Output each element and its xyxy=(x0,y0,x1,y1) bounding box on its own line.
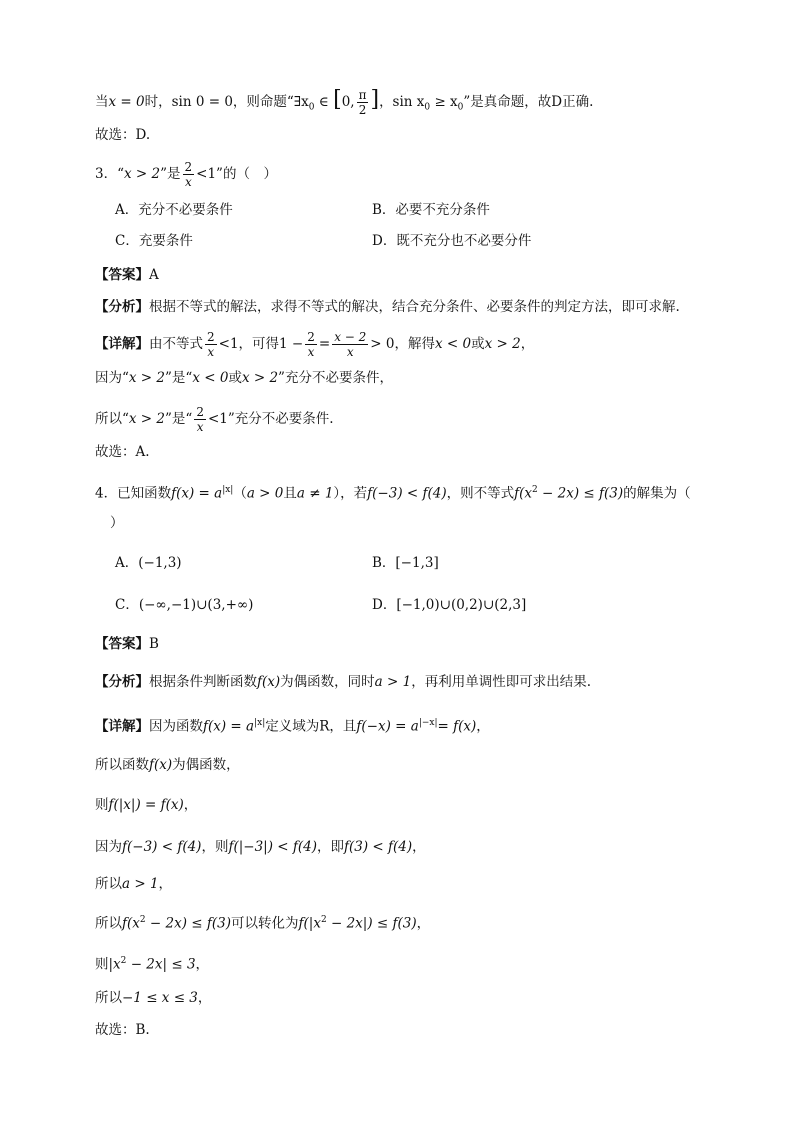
q4-detail-line-4: 因为f(−3) < f(4)，则f(|−3|) < f(4)，即f(3) < f(4)， xyxy=(95,839,426,855)
text: 当 xyxy=(95,94,109,110)
intro-line-1: 当x = 0时，sin 0 = 0，则命题“$\exists x_0$ ∈ [0, $\frac{\pi}{2}$ ]，$\sin x_0 \ge x_0$”是真命题，故D正确. xyxy=(95,87,594,117)
analysis-text: 根据不等式的解法，求得不等式的解决，结合充分条件、必要条件的判定方法，即可求解. xyxy=(149,299,680,315)
q4-detail-line-2: 所以函数f(x)为偶函数， xyxy=(95,757,240,773)
q4-option-c: C．(−∞,−1)∪(3,+∞) xyxy=(115,597,254,613)
q3-option-c: C．充要条件 xyxy=(115,233,193,249)
q3-option-d: D．既不充分也不必要分件 xyxy=(372,233,532,249)
q4-detail-line-1: 【详解】因为函数$f(x) = a^{|x|}$定义域为R，且$f(-x) = a^{|-x|}= f(x)$， xyxy=(95,718,490,735)
q4-option-d: D．[−1,0)∪(0,2)∪(2,3] xyxy=(372,597,527,613)
q3-answer xyxy=(95,265,159,285)
q4-option-a: A．(−1,3) xyxy=(115,555,182,571)
q3-analysis xyxy=(95,297,680,317)
answer-value: B xyxy=(149,636,159,652)
q3-detail-line-3: 所以“x > 2”是“ $\frac{2}{x}$ <1”充分不必要条件. xyxy=(95,405,334,434)
math: sin 0 = 0 xyxy=(171,94,233,110)
q4-detail-line-3: 则f(|x|) = f(x)， xyxy=(95,797,198,813)
q3-detail-line-1: 【详解】由不等式 $\frac{2}{x}$ <1，可得1 − $\frac{2}{x}$ = $\frac{x - 2}{x}$ > 0，解得x < 0或x > 2， xyxy=(95,330,535,359)
q3-option-a: A．充分不必要条件 xyxy=(115,202,233,218)
text: ，则命题“∃x xyxy=(232,94,309,110)
math: 0, xyxy=(341,94,355,110)
fraction-2-over-x: $\frac{2}{x}$ xyxy=(184,160,193,189)
answer-tag: 【答案】 xyxy=(95,267,149,283)
q4-answer xyxy=(95,634,159,654)
answer-value: A xyxy=(149,267,159,283)
q3-stem: 3．“x > 2”是 $\frac{2}{x}$ <1”的（ ） xyxy=(95,160,277,189)
intro-line-2: 故选：D. xyxy=(95,127,151,143)
text: 时， xyxy=(144,94,172,110)
q3-conclusion: 故选：A. xyxy=(95,444,150,460)
q4-detail-line-8: 所以−1 ≤ x ≤ 3， xyxy=(95,990,212,1006)
q4-detail-line-6: 所以$f(x^2 - 2x) \le f(3)$可以转化为$f(|x^2 - 2x|) \le f(3)$， xyxy=(95,915,431,932)
q4-conclusion: 故选：B. xyxy=(95,1022,150,1038)
analysis-tag: 【分析】 xyxy=(95,674,149,690)
q4-analysis: 【分析】根据条件判断函数f(x)为偶函数，同时a > 1，再利用单调性即可求出结果. xyxy=(95,674,591,690)
q4-option-b: B．[−1,3] xyxy=(372,555,439,571)
math: ∈ xyxy=(318,94,329,110)
fraction-pi-over-2: $\frac{\pi}{2}$ xyxy=(358,88,367,117)
q4-stem-cont: ） xyxy=(110,515,124,531)
text: ”是真命题，故D正确. xyxy=(463,94,594,110)
detail-tag: 【详解】 xyxy=(95,336,149,352)
detail-tag: 【详解】 xyxy=(95,718,149,735)
answer-tag: 【答案】 xyxy=(95,636,149,652)
q4-stem: 4．已知函数$f(x) = a^{|x|}(a > 0$且a ≠ 1），若f(−3) < f(4)，则不等式$f(x^2 - 2x) \le f(3)$的解集为（ xyxy=(95,485,691,502)
q4-detail-line-7: 则$|x^2 - 2x| \le 3$， xyxy=(95,956,210,973)
q4-detail-line-5: 所以a > 1， xyxy=(95,876,173,892)
analysis-tag: 【分析】 xyxy=(95,299,149,315)
q3-detail-line-2: 因为“x > 2”是“x < 0或x > 2”充分不必要条件， xyxy=(95,370,393,386)
text: ，sin x xyxy=(379,94,425,110)
subscript: 0 xyxy=(308,102,315,113)
q3-option-b: B．必要不充分条件 xyxy=(372,202,490,218)
math: x = 0 xyxy=(108,94,145,110)
math: ≥ x xyxy=(434,94,458,110)
